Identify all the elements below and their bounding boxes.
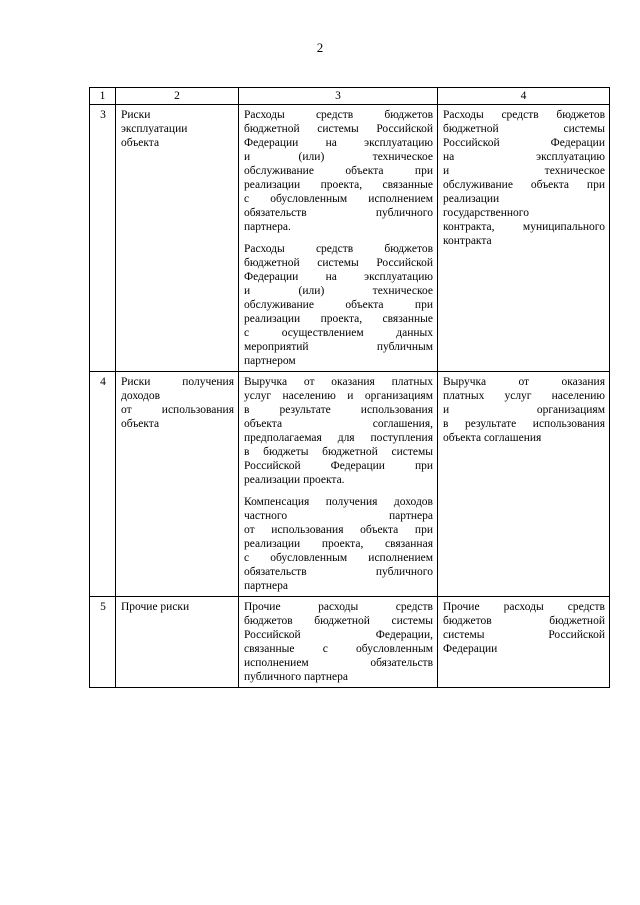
- text-line: объекта соглашения,: [244, 418, 433, 430]
- text-line: объекта соглашения: [443, 432, 542, 444]
- text-line: с обусловленным исполнением: [244, 193, 433, 205]
- text-line: исполнением обязательств: [244, 657, 433, 669]
- table-row: [90, 597, 610, 688]
- text-line: Расходы средств бюджетов: [244, 243, 433, 255]
- consequence-paragraph: [244, 495, 433, 593]
- header-col-4: 4: [438, 88, 610, 105]
- risk-name-cell: [116, 372, 239, 597]
- text-line: Риски: [121, 109, 151, 121]
- text-line: контракта: [443, 235, 492, 247]
- text-line: обслуживание объекта при: [244, 299, 433, 311]
- text-line: объекта: [121, 137, 160, 149]
- text-line: государственного: [443, 207, 529, 219]
- text-line: и (или) техническое: [244, 151, 433, 163]
- text-line: бюджетов бюджетной: [443, 615, 605, 627]
- text-line: партнера.: [244, 221, 291, 233]
- header-col-3: 3: [239, 88, 438, 105]
- text-line: публичного партнера: [244, 671, 348, 683]
- text-line: в результате использования: [443, 418, 605, 430]
- text-line: в бюджеты бюджетной системы: [244, 446, 433, 458]
- allocation-cell: [438, 105, 610, 372]
- text-line: системы Российской: [443, 629, 605, 641]
- text-line: на эксплуатацию: [443, 151, 605, 163]
- consequence-cell: [239, 105, 438, 372]
- row-number: 3: [90, 105, 116, 372]
- text-line: Федерации: [443, 643, 498, 655]
- text-line: реализации проекта, связанные: [244, 313, 433, 325]
- text-line: доходов: [121, 390, 161, 402]
- text-line: Российской Федерации при: [244, 460, 433, 472]
- text-line: с обусловленным исполнением: [244, 552, 433, 564]
- text-line: платных услуг населению: [443, 390, 605, 402]
- text-line: бюджетной системы Российской: [244, 123, 433, 135]
- text-line: Прочие риски: [121, 601, 190, 613]
- text-line: Компенсация получения доходов: [244, 496, 433, 508]
- row-number: 4: [90, 372, 116, 597]
- row-number: 5: [90, 597, 116, 688]
- page-number: 2: [316, 40, 324, 55]
- text-line: реализации проекта.: [244, 474, 345, 486]
- text-line: мероприятий публичным: [244, 341, 433, 353]
- text-line: обслуживание объекта при: [244, 165, 433, 177]
- table-row: [90, 372, 610, 597]
- text-line: Расходы средств бюджетов: [443, 109, 605, 121]
- risk-allocation-table: [89, 87, 610, 688]
- text-line: бюджетной системы: [443, 123, 605, 135]
- allocation-cell: [438, 372, 610, 597]
- consequence-paragraph: [244, 600, 433, 684]
- text-line: Выручка от оказания: [443, 376, 605, 388]
- text-line: в результате использования: [244, 404, 433, 416]
- text-line: Федерации на эксплуатацию: [244, 271, 433, 283]
- text-line: партнером: [244, 355, 296, 367]
- consequence-paragraph: [244, 242, 433, 368]
- text-line: Прочие расходы средств: [244, 601, 433, 613]
- text-line: контракта, муниципального: [443, 221, 605, 233]
- text-line: Российской Федерации: [443, 137, 605, 149]
- text-line: обязательств публичного: [244, 207, 433, 219]
- text-line: Выручка от оказания платных: [244, 376, 433, 388]
- text-line: Российской Федерации,: [244, 629, 433, 641]
- consequence-cell: [239, 372, 438, 597]
- text-line: эксплуатации: [121, 123, 188, 135]
- text-line: и организациям: [443, 404, 605, 416]
- header-col-2: 2: [116, 88, 239, 105]
- text-line: объекта: [121, 418, 160, 430]
- text-line: Риски получения: [121, 376, 234, 388]
- text-line: связанные с обусловленным: [244, 643, 433, 655]
- text-line: бюджетной системы Российской: [244, 257, 433, 269]
- table-header-row: [90, 88, 610, 105]
- text-line: обслуживание объекта при: [443, 179, 605, 191]
- consequence-paragraph: [244, 108, 433, 234]
- allocation-cell: [438, 597, 610, 688]
- text-line: частного партнера: [244, 510, 433, 522]
- text-line: реализации проекта, связанная: [244, 538, 433, 550]
- text-line: от использования: [121, 404, 234, 416]
- text-line: услуг населению и организациям: [244, 390, 433, 402]
- risk-name-cell: [116, 597, 239, 688]
- text-line: предполагаемая для поступления: [244, 432, 433, 444]
- text-line: бюджетов бюджетной системы: [244, 615, 433, 627]
- table-row: [90, 105, 610, 372]
- risk-name-cell: [116, 105, 239, 372]
- text-line: Федерации на эксплуатацию: [244, 137, 433, 149]
- consequence-cell: [239, 597, 438, 688]
- text-line: от использования объекта при: [244, 524, 433, 536]
- text-line: партнера: [244, 580, 288, 592]
- table-body: [90, 105, 610, 688]
- text-line: и техническое: [443, 165, 605, 177]
- consequence-paragraph: [244, 375, 433, 487]
- text-line: Расходы средств бюджетов: [244, 109, 433, 121]
- text-line: реализации проекта, связанные: [244, 179, 433, 191]
- text-line: обязательств публичного: [244, 566, 433, 578]
- header-col-1: 1: [90, 88, 116, 105]
- text-line: Прочие расходы средств: [443, 601, 605, 613]
- text-line: с осуществлением данных: [244, 327, 433, 339]
- text-line: реализации: [443, 193, 500, 205]
- text-line: и (или) техническое: [244, 285, 433, 297]
